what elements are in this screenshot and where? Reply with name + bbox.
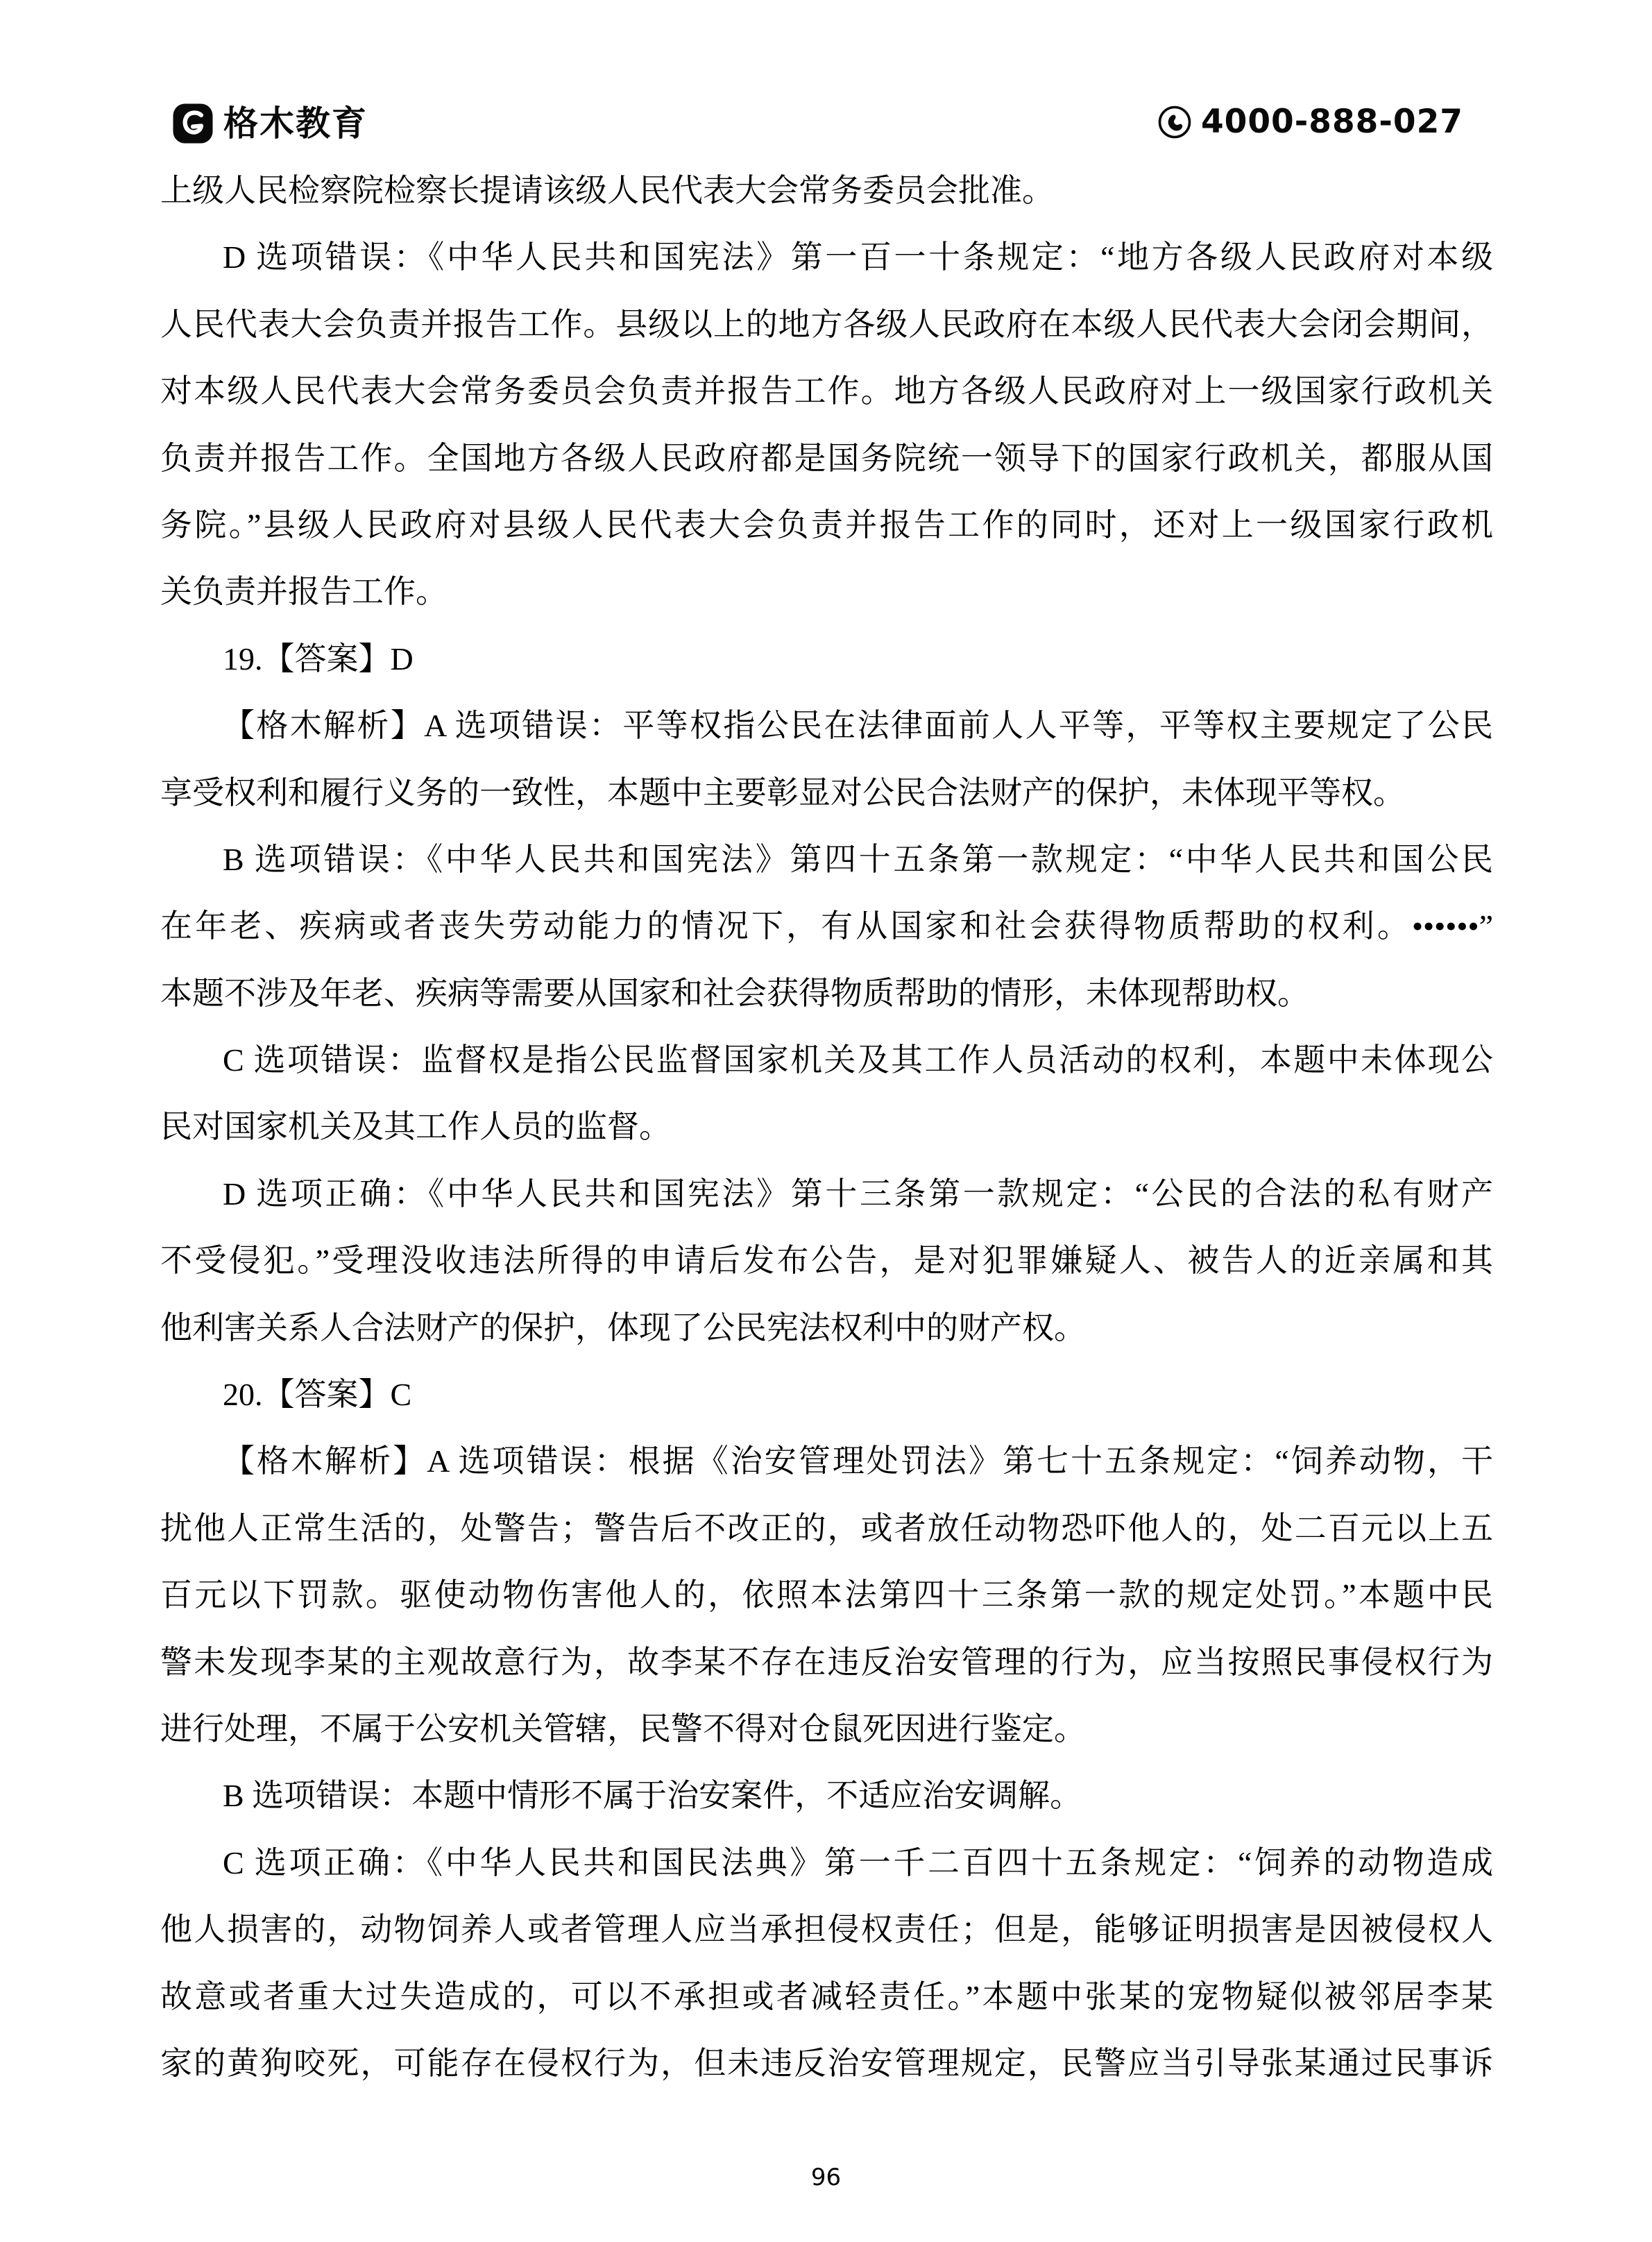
text-line: D 选项正确：《中华人民共和国宪法》第十三条第一款规定：“公民的合法的私有财产: [223, 1175, 1493, 1212]
text-line: 关负责并报告工作。: [160, 574, 448, 610]
contact-phone: [1157, 104, 1463, 140]
text-line: 家的黄狗咬死，可能存在侵权行为，但未违反治安管理规定，民警应当引导张某通过民事诉: [160, 2045, 1493, 2081]
text-line: C 选项错误：监督权是指公民监督国家机关及其工作人员活动的权利，本题中未体现公: [223, 1042, 1493, 1078]
phone-icon: [1157, 104, 1193, 140]
brand-logo-text: 格木教育: [223, 104, 368, 143]
text-line: 人民代表大会负责并报告工作。县级以上的地方各级人民政府在本级人民代表大会闭会期间，: [160, 306, 1493, 342]
text-line: B 选项错误：《中华人民共和国宪法》第四十五条第一款规定：“中华人民共和国公民: [223, 841, 1493, 877]
phone-number: 4000-888-027: [1200, 103, 1463, 141]
text-line: 扰他人正常生活的，处警告；警告后不改正的，或者放任动物恐吓他人的，处二百元以上五: [160, 1510, 1493, 1546]
text-line: 对本级人民代表大会常务委员会负责并报告工作。地方各级人民政府对上一级国家行政机关: [160, 373, 1493, 409]
text-line: 他人损害的，动物饲养人或者管理人应当承担侵权责任；但是，能够证明损害是因被侵权人: [160, 1912, 1493, 1948]
text-line: 警未发现李某的主观故意行为，故李某不存在违反治安管理的行为，应当按照民事侵权行为: [160, 1644, 1493, 1680]
page-footer: [0, 2164, 1652, 2191]
text-line: 20.【答案】C: [223, 1377, 412, 1413]
text-line: 19.【答案】D: [223, 640, 414, 677]
text-line: 不受侵犯。”受理没收违法所得的申请后发布公告，是对犯罪嫌疑人、被告人的近亲属和其: [160, 1243, 1493, 1279]
page-number: 96: [810, 2164, 842, 2191]
text-line: 负责并报告工作。全国地方各级人民政府都是国务院统一领导下的国家行政机关，都服从国: [160, 440, 1493, 476]
text-line: 【格木解析】A 选项错误：根据《治安管理处罚法》第七十五条规定：“饲养动物，干: [223, 1443, 1493, 1479]
page-header: [0, 0, 1652, 160]
text-line: 进行处理，不属于公安机关管辖，民警不得对仓鼠死因进行鉴定。: [160, 1710, 1086, 1747]
text-line: 百元以下罚款。驱使动物伤害他人的，依照本法第四十三条第一款的规定处罚。”本题中民: [160, 1577, 1493, 1613]
text-line: D 选项错误：《中华人民共和国宪法》第一百一十条规定：“地方各级人民政府对本级: [223, 239, 1493, 275]
text-line: 民对国家机关及其工作人员的监督。: [160, 1109, 671, 1145]
text-line: 故意或者重大过失造成的，可以不承担或者减轻责任。”本题中张某的宠物疑似被邻居李某: [160, 1978, 1493, 2014]
text-line: B 选项错误：本题中情形不属于治安案件，不适应治安调解。: [223, 1778, 1082, 1814]
document-body: [160, 158, 1493, 2097]
text-line: 上级人民检察院检察长提请该级人民代表大会常务委员会批准。: [160, 173, 1054, 208]
text-line: 务院。”县级人民政府对县级人民代表大会负责并报告工作的同时，还对上一级国家行政机: [160, 507, 1493, 543]
text-line: 享受权利和履行义务的一致性，本题中主要彰显对公民合法财产的保护，未体现平等权。: [160, 774, 1405, 810]
text-line: 他利害关系人合法财产的保护，体现了公民宪法权利中的财产权。: [160, 1309, 1086, 1345]
text-line: 本题不涉及年老、疾病等需要从国家和社会获得物质帮助的情形，未体现帮助权。: [160, 975, 1309, 1011]
gemu-logo-icon: [172, 103, 214, 144]
text-line: 【格木解析】A 选项错误：平等权指公民在法律面前人人平等，平等权主要规定了公民: [223, 708, 1493, 744]
text-line: 在年老、疾病或者丧失劳动能力的情况下，有从国家和社会获得物质帮助的权利。•••••​•”: [160, 908, 1493, 944]
text-line: C 选项正确：《中华人民共和国民法典》第一千二百四十五条规定：“饲养的动物造成: [223, 1844, 1493, 1880]
brand-logo: [172, 103, 368, 144]
